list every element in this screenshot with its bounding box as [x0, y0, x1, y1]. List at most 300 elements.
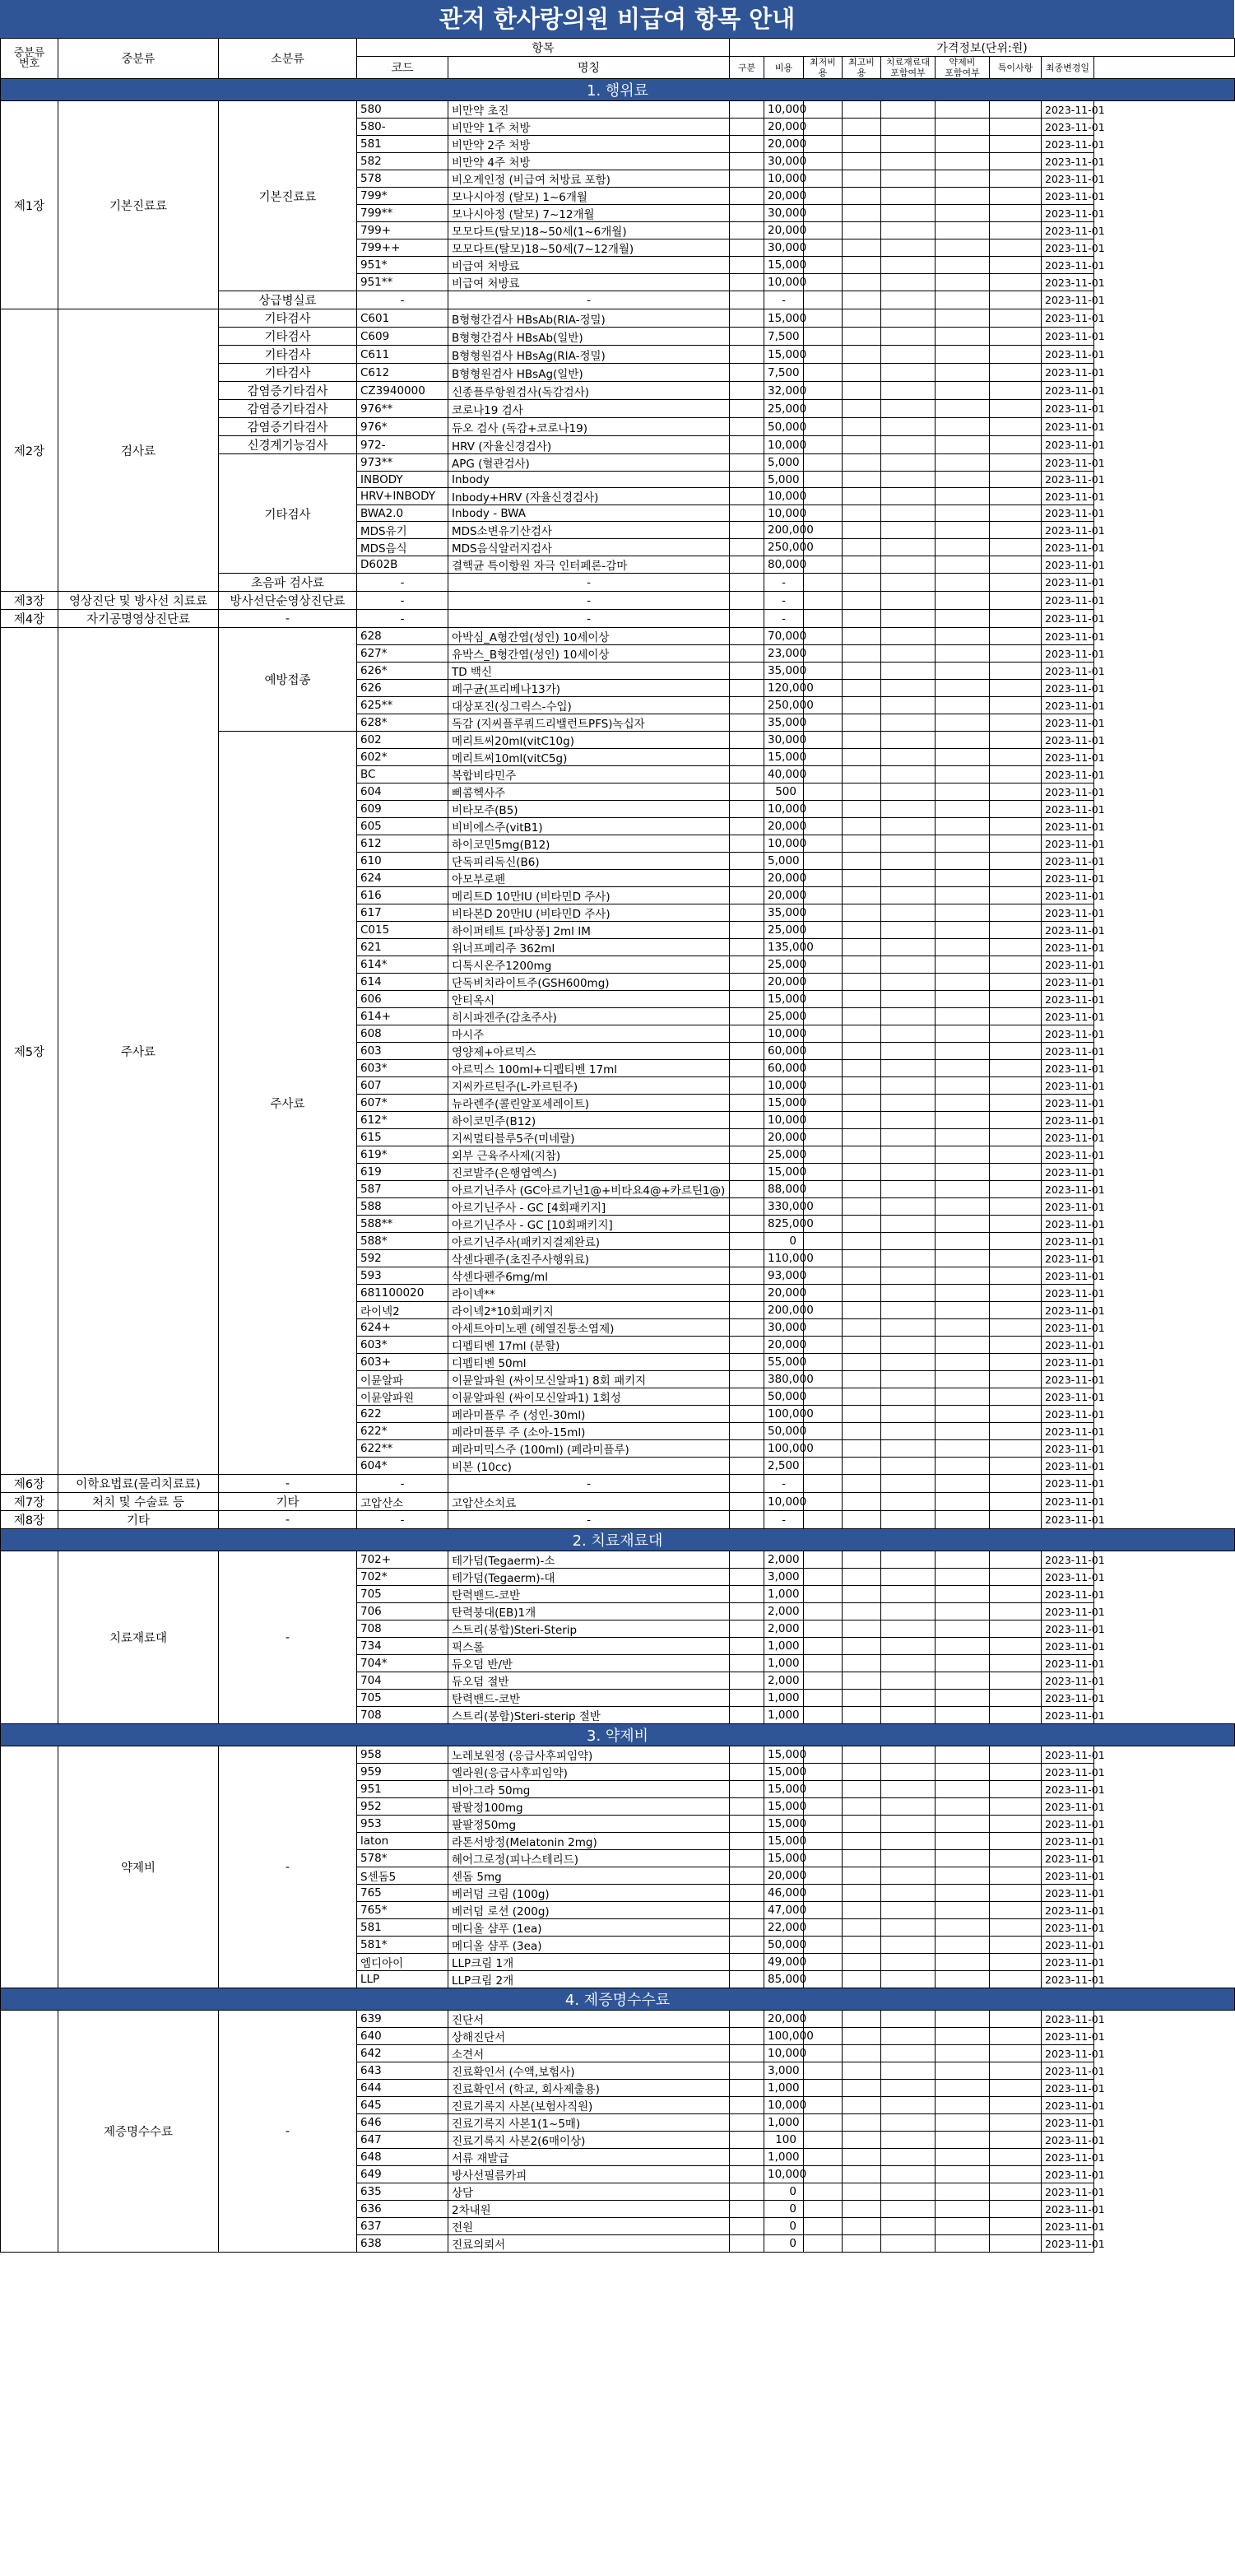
item-kind — [730, 346, 764, 364]
item-cost: 35,000 — [764, 714, 804, 732]
item-min-cost — [804, 1095, 843, 1112]
item-name: 2차내원 — [448, 2201, 730, 2218]
item-name: 비비에스주(vitB1) — [448, 818, 730, 835]
item-cost: 250,000 — [764, 697, 804, 714]
item-name: B형형원검사 HBsAg(RIA-정밀) — [448, 346, 730, 364]
item-cost: 15,000 — [764, 1798, 804, 1816]
section-title: 4. 제증명수수료 — [1, 1988, 1235, 2011]
item-name: 듀오덤 반/반 — [448, 1655, 730, 1672]
item-drug-incl — [936, 2149, 990, 2166]
item-kind — [730, 1025, 764, 1043]
chapter-name: 치료재료대 — [58, 1551, 219, 1724]
item-remarks — [990, 1833, 1042, 1850]
item-code: 627* — [357, 645, 448, 663]
group-name: 신경계기능검사 — [219, 436, 357, 454]
item-material-incl — [881, 1475, 936, 1493]
item-cost: 20,000 — [764, 1337, 804, 1354]
item-drug-incl — [936, 188, 990, 205]
item-max-cost — [843, 1971, 881, 1988]
item-drug-incl — [936, 1551, 990, 1569]
chapter-name: 검사료 — [58, 309, 219, 592]
item-material-incl — [881, 1025, 936, 1043]
item-material-incl — [881, 153, 936, 170]
item-kind — [730, 1423, 764, 1440]
item-kind — [730, 382, 764, 400]
item-material-incl — [881, 1833, 936, 1850]
item-name: 비아그라 50mg — [448, 1781, 730, 1798]
item-last-update: 2023-11-01 — [1042, 2097, 1094, 2114]
item-code: 610 — [357, 853, 448, 870]
item-material-incl — [881, 939, 936, 956]
item-last-update: 2023-11-01 — [1042, 188, 1094, 205]
item-material-incl — [881, 645, 936, 663]
item-code: 626* — [357, 663, 448, 680]
item-min-cost — [804, 1569, 843, 1586]
item-material-incl — [881, 1638, 936, 1655]
item-code: 799++ — [357, 239, 448, 257]
item-cost: 1,000 — [764, 1707, 804, 1724]
item-material-incl — [881, 328, 936, 346]
item-kind — [730, 101, 764, 119]
item-drug-incl — [936, 1586, 990, 1603]
item-cost: 25,000 — [764, 1008, 804, 1025]
item-kind — [730, 239, 764, 257]
item-max-cost — [843, 222, 881, 239]
item-code: 705 — [357, 1586, 448, 1603]
chapter-no — [1, 1551, 58, 1724]
item-last-update: 2023-11-01 — [1042, 749, 1094, 766]
item-kind — [730, 2132, 764, 2149]
item-kind — [730, 1233, 764, 1250]
item-max-cost — [843, 801, 881, 818]
item-material-incl — [881, 2235, 936, 2253]
chapter-no: 제5장 — [1, 628, 58, 1475]
item-drug-incl — [936, 1095, 990, 1112]
item-last-update: 2023-11-01 — [1042, 2149, 1094, 2166]
item-cost: 55,000 — [764, 1354, 804, 1371]
chapter-name: 이학요법료(물리치료료) — [58, 1475, 219, 1493]
item-max-cost — [843, 1937, 881, 1954]
item-remarks — [990, 222, 1042, 239]
item-cost: 110,000 — [764, 1250, 804, 1267]
item-drug-incl — [936, 749, 990, 766]
item-remarks — [990, 1233, 1042, 1250]
item-remarks — [990, 1816, 1042, 1833]
item-last-update: 2023-11-01 — [1042, 119, 1094, 136]
item-max-cost — [843, 291, 881, 309]
item-material-incl — [881, 382, 936, 400]
item-last-update: 2023-11-01 — [1042, 1475, 1094, 1493]
item-kind — [730, 1440, 764, 1458]
item-last-update: 2023-11-01 — [1042, 1388, 1094, 1406]
item-drug-incl — [936, 309, 990, 328]
item-cost: 15,000 — [764, 1095, 804, 1112]
group-name: 감염증기타검사 — [219, 400, 357, 418]
item-cost: 10,000 — [764, 274, 804, 291]
item-name: 삭센다펜주(초진주사행위료) — [448, 1250, 730, 1267]
item-min-cost — [804, 1937, 843, 1954]
item-remarks — [990, 1655, 1042, 1672]
item-code: 588* — [357, 1233, 448, 1250]
item-remarks — [990, 364, 1042, 382]
item-last-update: 2023-11-01 — [1042, 1798, 1094, 1816]
item-kind — [730, 801, 764, 818]
item-name: 히시파겐주(감초주사) — [448, 1008, 730, 1025]
item-name: 대상포진(싱그릭스-수입) — [448, 697, 730, 714]
item-last-update: 2023-11-01 — [1042, 257, 1094, 274]
item-code: 976* — [357, 418, 448, 436]
item-code: 636 — [357, 2201, 448, 2218]
chapter-no — [1, 2011, 58, 2253]
item-kind — [730, 1371, 764, 1388]
group-name: 기본진료료 — [219, 101, 357, 291]
item-material-incl — [881, 2045, 936, 2062]
item-material-incl — [881, 1060, 936, 1077]
item-min-cost — [804, 783, 843, 801]
item-kind — [730, 257, 764, 274]
item-last-update: 2023-11-01 — [1042, 1423, 1094, 1440]
item-name: 메리트씨10ml(vitC5g) — [448, 749, 730, 766]
item-cost: 15,000 — [764, 309, 804, 328]
item-code: C601 — [357, 309, 448, 328]
item-max-cost — [843, 522, 881, 539]
item-cost: 1,000 — [764, 2149, 804, 2166]
item-code: 625** — [357, 697, 448, 714]
item-name: 듀오덤 절반 — [448, 1672, 730, 1690]
item-remarks — [990, 853, 1042, 870]
item-kind — [730, 2201, 764, 2218]
item-cost: 80,000 — [764, 556, 804, 574]
item-cost: 30,000 — [764, 205, 804, 222]
item-drug-incl — [936, 1406, 990, 1423]
item-name: 뉴라렌주(콜린알포세레이트) — [448, 1095, 730, 1112]
item-kind — [730, 1216, 764, 1233]
item-code: 705 — [357, 1690, 448, 1707]
item-drug-incl — [936, 1354, 990, 1371]
item-code: 612* — [357, 1112, 448, 1129]
item-code: 593 — [357, 1267, 448, 1285]
item-code: 581* — [357, 1937, 448, 1954]
item-drug-incl — [936, 522, 990, 539]
item-min-cost — [804, 1043, 843, 1060]
item-cost: 10,000 — [764, 2045, 804, 2062]
item-max-cost — [843, 136, 881, 153]
item-material-incl — [881, 1620, 936, 1638]
item-remarks — [990, 663, 1042, 680]
item-drug-incl — [936, 1638, 990, 1655]
item-kind — [730, 2235, 764, 2253]
item-remarks — [990, 922, 1042, 939]
item-remarks — [990, 697, 1042, 714]
item-kind — [730, 1954, 764, 1971]
item-name: 방사선필름카피 — [448, 2166, 730, 2183]
item-drug-incl — [936, 1008, 990, 1025]
item-min-cost — [804, 663, 843, 680]
item-last-update: 2023-11-01 — [1042, 2218, 1094, 2235]
chapter-name: 주사료 — [58, 628, 219, 1475]
item-max-cost — [843, 1198, 881, 1216]
item-name: 픽스롤 — [448, 1638, 730, 1655]
item-code: 581 — [357, 136, 448, 153]
item-drug-incl — [936, 783, 990, 801]
item-min-cost — [804, 1902, 843, 1919]
item-cost: 10,000 — [764, 170, 804, 188]
item-name: MDS소변유기산검사 — [448, 522, 730, 539]
item-remarks — [990, 291, 1042, 309]
item-drug-incl — [936, 2183, 990, 2201]
item-remarks — [990, 1129, 1042, 1146]
item-material-incl — [881, 170, 936, 188]
item-last-update: 2023-11-01 — [1042, 1781, 1094, 1798]
item-code: 626 — [357, 680, 448, 697]
item-cost: 60,000 — [764, 1043, 804, 1060]
item-last-update: 2023-11-01 — [1042, 556, 1094, 574]
item-drug-incl — [936, 1337, 990, 1354]
header-code: 코드 — [357, 57, 448, 79]
group-name: 상급병실료 — [219, 291, 357, 309]
item-kind — [730, 697, 764, 714]
item-kind — [730, 119, 764, 136]
item-cost: 1,000 — [764, 2114, 804, 2132]
item-code: HRV+INBODY — [357, 488, 448, 505]
item-cost: 10,000 — [764, 1077, 804, 1095]
chapter-name: 영상진단 및 방사선 치료료 — [58, 592, 219, 610]
item-cost: 250,000 — [764, 539, 804, 556]
item-last-update: 2023-11-01 — [1042, 1458, 1094, 1475]
item-kind — [730, 274, 764, 291]
item-drug-incl — [936, 1781, 990, 1798]
item-material-incl — [881, 1746, 936, 1764]
item-name: - — [448, 610, 730, 628]
item-remarks — [990, 1267, 1042, 1285]
item-last-update: 2023-11-01 — [1042, 1764, 1094, 1781]
item-min-cost — [804, 170, 843, 188]
item-last-update: 2023-11-01 — [1042, 205, 1094, 222]
chapter-name: 자기공명영상진단료 — [58, 610, 219, 628]
item-kind — [730, 766, 764, 783]
item-name: 라이넥2*10회패키지 — [448, 1302, 730, 1319]
item-code: 622* — [357, 1423, 448, 1440]
item-min-cost — [804, 1850, 843, 1867]
item-drug-incl — [936, 1025, 990, 1043]
item-material-incl — [881, 870, 936, 887]
item-last-update: 2023-11-01 — [1042, 1971, 1094, 1988]
item-material-incl — [881, 1112, 936, 1129]
item-code: 이뮨알파원 — [357, 1388, 448, 1406]
item-code: 765* — [357, 1902, 448, 1919]
item-cost: 2,000 — [764, 1620, 804, 1638]
item-last-update: 2023-11-01 — [1042, 1620, 1094, 1638]
item-name: 진료기록지 사본(보험사직원) — [448, 2097, 730, 2114]
item-name: 페구균(프리베나13가) — [448, 680, 730, 697]
item-material-incl — [881, 1493, 936, 1511]
item-remarks — [990, 1423, 1042, 1440]
item-material-incl — [881, 1302, 936, 1319]
item-last-update: 2023-11-01 — [1042, 1406, 1094, 1423]
item-name: 모나시아정 (탈모) 7~12개월 — [448, 205, 730, 222]
header-middle: 중분류 — [58, 39, 219, 79]
item-drug-incl — [936, 1655, 990, 1672]
item-remarks — [990, 436, 1042, 454]
item-kind — [730, 556, 764, 574]
item-drug-incl — [936, 1511, 990, 1529]
item-remarks — [990, 1511, 1042, 1529]
header-minor: 소분류 — [219, 39, 357, 79]
item-max-cost — [843, 418, 881, 436]
item-remarks — [990, 119, 1042, 136]
item-code: 588 — [357, 1198, 448, 1216]
item-kind — [730, 2218, 764, 2235]
item-last-update: 2023-11-01 — [1042, 1337, 1094, 1354]
item-remarks — [990, 136, 1042, 153]
item-remarks — [990, 1569, 1042, 1586]
item-cost: - — [764, 610, 804, 628]
item-code: C609 — [357, 328, 448, 346]
item-drug-incl — [936, 1764, 990, 1781]
item-last-update: 2023-11-01 — [1042, 1250, 1094, 1267]
item-name: TD 백신 — [448, 663, 730, 680]
item-remarks — [990, 1638, 1042, 1655]
item-cost: 35,000 — [764, 663, 804, 680]
item-remarks — [990, 2097, 1042, 2114]
item-drug-incl — [936, 1267, 990, 1285]
item-max-cost — [843, 539, 881, 556]
item-kind — [730, 2183, 764, 2201]
item-cost: 60,000 — [764, 1060, 804, 1077]
header-min-cost: 최저비용 — [804, 57, 843, 79]
header-name: 명칭 — [448, 57, 730, 79]
item-material-incl — [881, 1423, 936, 1440]
item-code: 643 — [357, 2062, 448, 2080]
item-remarks — [990, 991, 1042, 1008]
item-drug-incl — [936, 2062, 990, 2080]
item-material-incl — [881, 1603, 936, 1620]
item-kind — [730, 1937, 764, 1954]
item-kind — [730, 1833, 764, 1850]
item-code: 592 — [357, 1250, 448, 1267]
item-drug-incl — [936, 1112, 990, 1129]
item-material-incl — [881, 2028, 936, 2045]
item-kind — [730, 1250, 764, 1267]
item-material-incl — [881, 1569, 936, 1586]
item-max-cost — [843, 853, 881, 870]
item-code: - — [357, 1511, 448, 1529]
item-material-incl — [881, 136, 936, 153]
item-kind — [730, 1475, 764, 1493]
item-last-update: 2023-11-01 — [1042, 346, 1094, 364]
item-code: 972- — [357, 436, 448, 454]
item-material-incl — [881, 2201, 936, 2218]
item-drug-incl — [936, 991, 990, 1008]
item-cost: 100,000 — [764, 1440, 804, 1458]
item-kind — [730, 436, 764, 454]
item-kind — [730, 2097, 764, 2114]
item-last-update: 2023-11-01 — [1042, 454, 1094, 472]
item-name: 스트리(봉합)Steri-Sterip — [448, 1620, 730, 1638]
item-max-cost — [843, 1569, 881, 1586]
item-remarks — [990, 2218, 1042, 2235]
item-last-update: 2023-11-01 — [1042, 1937, 1094, 1954]
item-last-update: 2023-11-01 — [1042, 663, 1094, 680]
item-material-incl — [881, 1672, 936, 1690]
header-remarks: 특이사항 — [990, 57, 1042, 79]
item-cost: 2,500 — [764, 1458, 804, 1475]
chapter-no: 제1장 — [1, 101, 58, 309]
item-min-cost — [804, 1781, 843, 1798]
item-remarks — [990, 1620, 1042, 1638]
item-max-cost — [843, 1129, 881, 1146]
item-material-incl — [881, 922, 936, 939]
group-name: 감염증기타검사 — [219, 382, 357, 400]
item-material-incl — [881, 2166, 936, 2183]
item-kind — [730, 818, 764, 835]
item-code: 702+ — [357, 1551, 448, 1569]
item-max-cost — [843, 2062, 881, 2080]
item-cost: 15,000 — [764, 1850, 804, 1867]
item-max-cost — [843, 1902, 881, 1919]
item-name: 신종플루항원검사(독감검사) — [448, 382, 730, 400]
item-cost: 500 — [764, 783, 804, 801]
chapter-no: 제2장 — [1, 309, 58, 592]
item-min-cost — [804, 309, 843, 328]
item-last-update: 2023-11-01 — [1042, 1569, 1094, 1586]
item-cost: 120,000 — [764, 680, 804, 697]
item-cost: 0 — [764, 2235, 804, 2253]
item-kind — [730, 539, 764, 556]
item-max-cost — [843, 1077, 881, 1095]
item-name: 헤어그로정(피나스테리드) — [448, 1850, 730, 1867]
item-cost: 30,000 — [764, 239, 804, 257]
item-cost: 2,000 — [764, 1603, 804, 1620]
item-last-update: 2023-11-01 — [1042, 697, 1094, 714]
item-cost: 20,000 — [764, 887, 804, 904]
item-last-update: 2023-11-01 — [1042, 1181, 1094, 1198]
item-drug-incl — [936, 1164, 990, 1181]
item-material-incl — [881, 1319, 936, 1337]
item-max-cost — [843, 574, 881, 592]
item-kind — [730, 939, 764, 956]
item-remarks — [990, 1971, 1042, 1988]
item-kind — [730, 1971, 764, 1988]
item-material-incl — [881, 505, 936, 522]
item-remarks — [990, 556, 1042, 574]
item-remarks — [990, 783, 1042, 801]
item-min-cost — [804, 153, 843, 170]
item-max-cost — [843, 1603, 881, 1620]
item-max-cost — [843, 1095, 881, 1112]
item-min-cost — [804, 1586, 843, 1603]
item-remarks — [990, 1885, 1042, 1902]
item-remarks — [990, 1954, 1042, 1971]
item-remarks — [990, 2132, 1042, 2149]
item-material-incl — [881, 556, 936, 574]
item-drug-incl — [936, 454, 990, 472]
item-drug-incl — [936, 1440, 990, 1458]
item-cost: 10,000 — [764, 505, 804, 522]
item-kind — [730, 1302, 764, 1319]
item-remarks — [990, 2235, 1042, 2253]
item-min-cost — [804, 835, 843, 853]
item-max-cost — [843, 188, 881, 205]
item-remarks — [990, 1919, 1042, 1937]
item-min-cost — [804, 1493, 843, 1511]
item-material-incl — [881, 1586, 936, 1603]
group-name: 기타검사 — [219, 328, 357, 346]
item-material-incl — [881, 1267, 936, 1285]
item-remarks — [990, 2062, 1042, 2080]
item-remarks — [990, 1354, 1042, 1371]
item-last-update: 2023-11-01 — [1042, 136, 1094, 153]
